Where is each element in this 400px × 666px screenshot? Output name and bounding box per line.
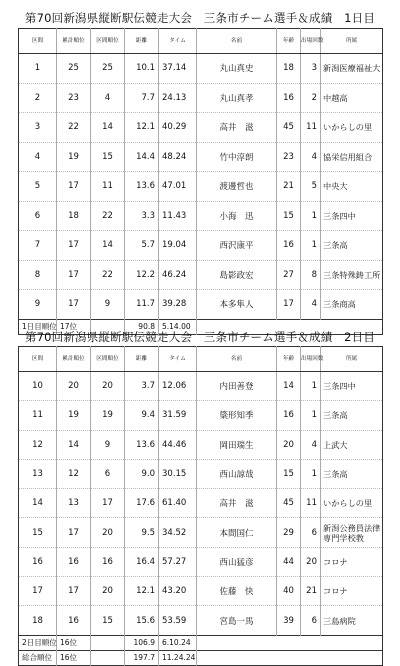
cell-time: 39.28 (159, 290, 197, 320)
cell-section-rank: 20 (91, 372, 125, 401)
cell-distance: 9.5 (125, 518, 159, 547)
cell-cumulative-rank: 17 (57, 260, 91, 290)
cell-cumulative-rank: 16 (57, 606, 91, 635)
cell-distance: 13.6 (125, 172, 159, 202)
table-row (19, 172, 383, 202)
header-affiliation: 所属 (321, 29, 383, 54)
table-row (19, 430, 383, 459)
cell-section: 15 (19, 518, 57, 547)
header-name: 名前 (197, 29, 277, 54)
summary-time: 6.10.24 (159, 635, 197, 650)
table-row (19, 459, 383, 488)
header-section-rank: 区間順位 (91, 347, 125, 372)
cell-affiliation: 協栄信用組合 (321, 142, 383, 172)
cell-section-rank: 20 (91, 518, 125, 547)
cell-section: 13 (19, 459, 57, 488)
cell-time: 47.01 (159, 172, 197, 202)
cell-age: 18 (277, 54, 301, 84)
cell-section: 12 (19, 430, 57, 459)
cell-section-rank: 6 (91, 459, 125, 488)
cell-affiliation: 新潟医療福祉大 (321, 54, 383, 84)
summary-label: 2日目順位 (19, 635, 57, 650)
summary-distance: 90.8 (125, 319, 159, 334)
table-row (19, 401, 383, 430)
cell-age: 44 (277, 547, 301, 576)
cell-section: 3 (19, 113, 57, 143)
cell-section: 10 (19, 372, 57, 401)
cell-appearances: 1 (301, 231, 321, 261)
cell-appearances: 8 (301, 260, 321, 290)
cell-affiliation: いからしの里 (321, 489, 383, 518)
cell-cumulative-rank: 19 (57, 401, 91, 430)
cell-affiliation: いからしの里 (321, 113, 383, 143)
cell-name: 島影政宏 (197, 260, 277, 290)
cell-age: 27 (277, 260, 301, 290)
cell-section-rank: 15 (91, 606, 125, 635)
cell-distance: 7.7 (125, 83, 159, 113)
header-time: タイム (159, 347, 197, 372)
cell-cumulative-rank: 17 (57, 518, 91, 547)
cell-age: 45 (277, 489, 301, 518)
cell-age: 20 (277, 430, 301, 459)
cell-affiliation: 三島病院 (321, 606, 383, 635)
summary-empty (91, 650, 125, 665)
cell-name: 西山諒哉 (197, 459, 277, 488)
cell-appearances: 4 (301, 290, 321, 320)
cell-age: 15 (277, 201, 301, 231)
cell-time: 43.20 (159, 577, 197, 606)
cell-time: 40.29 (159, 113, 197, 143)
day2-results-table (18, 346, 383, 666)
cell-distance: 17.6 (125, 489, 159, 518)
cell-section-rank: 19 (91, 401, 125, 430)
cell-section-rank: 14 (91, 113, 125, 143)
header-affiliation: 所属 (321, 347, 383, 372)
cell-time: 12.06 (159, 372, 197, 401)
table-row (19, 547, 383, 576)
header-section-rank: 区間順位 (91, 29, 125, 54)
table-row (19, 489, 383, 518)
table-row (19, 83, 383, 113)
cell-age: 45 (277, 113, 301, 143)
header-section: 区間 (19, 29, 57, 54)
summary-empty (91, 635, 125, 650)
cell-time: 46.24 (159, 260, 197, 290)
cell-appearances: 5 (301, 172, 321, 202)
header-age: 年齢 (277, 29, 301, 54)
cell-section: 18 (19, 606, 57, 635)
table-row (19, 201, 383, 231)
cell-appearances: 6 (301, 518, 321, 547)
cell-age: 16 (277, 83, 301, 113)
cell-distance: 12.2 (125, 260, 159, 290)
cell-affiliation: 三条四中 (321, 201, 383, 231)
cell-name: 丸山真史 (197, 54, 277, 84)
cell-appearances: 4 (301, 142, 321, 172)
cell-distance: 9.4 (125, 401, 159, 430)
cell-name: 丸山真孝 (197, 83, 277, 113)
cell-time: 53.59 (159, 606, 197, 635)
cell-distance: 5.7 (125, 231, 159, 261)
cell-age: 17 (277, 290, 301, 320)
cell-time: 31.59 (159, 401, 197, 430)
cell-distance: 14.4 (125, 142, 159, 172)
summary-label: 1日目順位 (19, 319, 57, 334)
cell-section-rank: 9 (91, 430, 125, 459)
cell-cumulative-rank: 13 (57, 489, 91, 518)
header-row (19, 347, 383, 372)
cell-section-rank: 14 (91, 231, 125, 261)
header-distance: 距離 (125, 29, 159, 54)
table-row (19, 290, 383, 320)
cell-time: 19.04 (159, 231, 197, 261)
table-row (19, 54, 383, 84)
cell-name: 高井 滋 (197, 113, 277, 143)
summary-empty (197, 650, 383, 665)
cell-section: 17 (19, 577, 57, 606)
cell-age: 14 (277, 372, 301, 401)
table-row (19, 113, 383, 143)
overall-summary-row (19, 650, 383, 665)
cell-name: 西山猛彦 (197, 547, 277, 576)
cell-distance: 11.7 (125, 290, 159, 320)
summary-distance: 106.9 (125, 635, 159, 650)
cell-distance: 10.1 (125, 54, 159, 84)
cell-appearances: 4 (301, 430, 321, 459)
cell-affiliation: 三条四中 (321, 372, 383, 401)
cell-section: 6 (19, 201, 57, 231)
cell-section-rank: 22 (91, 201, 125, 231)
cell-appearances: 1 (301, 401, 321, 430)
cell-section-rank: 22 (91, 260, 125, 290)
summary-time: 11.24.24 (159, 650, 197, 665)
cell-time: 61.40 (159, 489, 197, 518)
cell-cumulative-rank: 17 (57, 231, 91, 261)
table-row (19, 577, 383, 606)
cell-time: 34.52 (159, 518, 197, 547)
header-section: 区間 (19, 347, 57, 372)
header-appearances: 出場回数 (301, 347, 321, 372)
cell-name: 佐藤 快 (197, 577, 277, 606)
cell-age: 16 (277, 231, 301, 261)
header-distance: 距離 (125, 347, 159, 372)
table-row (19, 606, 383, 635)
cell-distance: 16.4 (125, 547, 159, 576)
cell-affiliation: 三条商高 (321, 290, 383, 320)
header-name: 名前 (197, 347, 277, 372)
cell-affiliation: コロナ (321, 577, 383, 606)
cell-name: 岡田瑞生 (197, 430, 277, 459)
cell-time: 44.46 (159, 430, 197, 459)
day1-results-table (18, 28, 383, 335)
cell-section-rank: 11 (91, 172, 125, 202)
summary-rank: 16位 (57, 635, 91, 650)
cell-appearances: 6 (301, 606, 321, 635)
header-age: 年齢 (277, 347, 301, 372)
cell-appearances: 20 (301, 547, 321, 576)
summary-empty (197, 635, 383, 650)
cell-section-rank: 4 (91, 83, 125, 113)
cell-distance: 15.6 (125, 606, 159, 635)
cell-section: 4 (19, 142, 57, 172)
cell-appearances: 1 (301, 201, 321, 231)
cell-name: 宮島一馬 (197, 606, 277, 635)
summary-rank: 17位 (57, 319, 91, 334)
cell-cumulative-rank: 14 (57, 430, 91, 459)
cell-time: 24.13 (159, 83, 197, 113)
summary-time: 5.14.00 (159, 319, 197, 334)
cell-section: 16 (19, 547, 57, 576)
cell-appearances: 21 (301, 577, 321, 606)
table-row (19, 518, 383, 547)
cell-cumulative-rank: 12 (57, 459, 91, 488)
header-cumulative-rank: 累計順位 (57, 29, 91, 54)
header-row (19, 29, 383, 54)
header-time: タイム (159, 29, 197, 54)
cell-distance: 3.3 (125, 201, 159, 231)
cell-name: 高井 滋 (197, 489, 277, 518)
cell-affiliation: 三条高 (321, 459, 383, 488)
cell-appearances: 1 (301, 459, 321, 488)
day1-title: 第70回新潟県縦断駅伝競走大会 三条市チーム選手＆成績 1日目 (24, 11, 376, 25)
cell-name: 渡邊哲也 (197, 172, 277, 202)
cell-cumulative-rank: 17 (57, 290, 91, 320)
cell-affiliation: 新潟公務員法律専門学校教 (321, 518, 383, 547)
table-row (19, 260, 383, 290)
cell-section: 7 (19, 231, 57, 261)
cell-cumulative-rank: 19 (57, 142, 91, 172)
cell-distance: 12.1 (125, 577, 159, 606)
cell-appearances: 2 (301, 83, 321, 113)
cell-section: 2 (19, 83, 57, 113)
summary-distance: 197.7 (125, 650, 159, 665)
cell-cumulative-rank: 17 (57, 577, 91, 606)
cell-appearances: 11 (301, 113, 321, 143)
summary-label: 総合順位 (19, 650, 57, 665)
cell-name: 内田善登 (197, 372, 277, 401)
cell-affiliation: 上武大 (321, 430, 383, 459)
cell-name: 本間国仁 (197, 518, 277, 547)
cell-time: 57.27 (159, 547, 197, 576)
summary-rank: 16位 (57, 650, 91, 665)
cell-affiliation: 三条高 (321, 231, 383, 261)
cell-cumulative-rank: 18 (57, 201, 91, 231)
cell-affiliation: 三条高 (321, 401, 383, 430)
cell-appearances: 11 (301, 489, 321, 518)
cell-section-rank: 9 (91, 290, 125, 320)
cell-section-rank: 17 (91, 489, 125, 518)
cell-affiliation: 中央大 (321, 172, 383, 202)
cell-distance: 12.1 (125, 113, 159, 143)
cell-age: 29 (277, 518, 301, 547)
table-row (19, 231, 383, 261)
cell-name: 小海 迅 (197, 201, 277, 231)
cell-age: 16 (277, 401, 301, 430)
cell-appearances: 1 (301, 372, 321, 401)
cell-distance: 3.7 (125, 372, 159, 401)
cell-affiliation: 中越高 (321, 83, 383, 113)
cell-cumulative-rank: 17 (57, 172, 91, 202)
cell-section-rank: 16 (91, 547, 125, 576)
cell-section: 11 (19, 401, 57, 430)
day2-summary-row (19, 635, 383, 650)
cell-time: 37.14 (159, 54, 197, 84)
cell-cumulative-rank: 20 (57, 372, 91, 401)
cell-cumulative-rank: 16 (57, 547, 91, 576)
table-row (19, 142, 383, 172)
cell-section: 9 (19, 290, 57, 320)
cell-time: 48.24 (159, 142, 197, 172)
cell-age: 23 (277, 142, 301, 172)
cell-cumulative-rank: 23 (57, 83, 91, 113)
cell-section: 8 (19, 260, 57, 290)
day2-title: 第70回新潟県縦断駅伝競走大会 三条市チーム選手＆成績 2日目 (24, 330, 376, 344)
cell-section: 5 (19, 172, 57, 202)
cell-appearances: 3 (301, 54, 321, 84)
cell-distance: 9.0 (125, 459, 159, 488)
cell-age: 21 (277, 172, 301, 202)
cell-name: 西沢康平 (197, 231, 277, 261)
cell-section-rank: 20 (91, 577, 125, 606)
cell-section: 1 (19, 54, 57, 84)
header-appearances: 出場回数 (301, 29, 321, 54)
table-row (19, 372, 383, 401)
cell-cumulative-rank: 25 (57, 54, 91, 84)
cell-distance: 13.6 (125, 430, 159, 459)
cell-affiliation: コロナ (321, 547, 383, 576)
cell-section-rank: 15 (91, 142, 125, 172)
cell-affiliation: 三条特殊鋳工所 (321, 260, 383, 290)
cell-name: 本多隼人 (197, 290, 277, 320)
cell-name: 簗形知季 (197, 401, 277, 430)
cell-time: 30.15 (159, 459, 197, 488)
header-cumulative-rank: 累計順位 (57, 347, 91, 372)
cell-age: 40 (277, 577, 301, 606)
cell-cumulative-rank: 22 (57, 113, 91, 143)
cell-time: 11.43 (159, 201, 197, 231)
cell-age: 39 (277, 606, 301, 635)
cell-age: 15 (277, 459, 301, 488)
cell-section-rank: 25 (91, 54, 125, 84)
cell-name: 竹中淳朗 (197, 142, 277, 172)
cell-section: 14 (19, 489, 57, 518)
